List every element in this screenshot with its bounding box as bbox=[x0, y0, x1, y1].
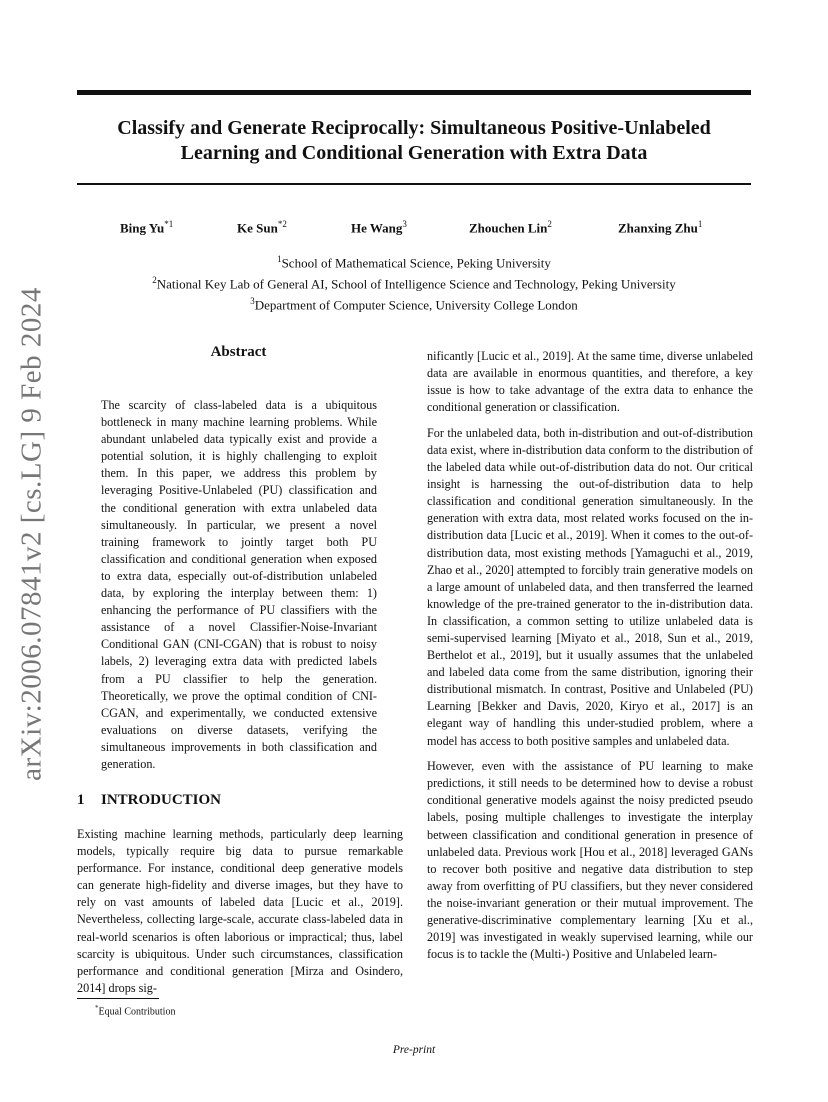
author: He Wang$^3$ bbox=[351, 219, 407, 236]
abstract-body: The scarcity of class-labeled data is a ubiquitous bottleneck in many machine learning problems. While abundant unlabeled data typically exist and provide a potential solution, it is highly challenging to exploit them. In this paper, we address this problem by leveraging Positive-Unlabeled (PU) classification and the conditional generation with extra unlabeled data simultaneously. In particular, we present a novel training framework to jointly target both PU classification and conditional generation when exposed to extra data, especially out-of-distribution unlabeled data, by exploring the interplay between them: 1) enhancing the performance of PU classifiers with the assistance of a novel Classifier-Noise-Invariant Conditional GAN (CNI-CGAN) that is robust to noisy labels, 2) leveraging extra data with predicted labels from a PU classifier to help the generation. Theoretically, we prove the optimal condition of CNI-CGAN, and experimentally, we conducted extensive evaluations on diverse datasets, verifying the simultaneous improvements in both classification and generation. bbox=[101, 398, 377, 771]
author: Zhanxing Zhu$^1$ bbox=[618, 219, 703, 236]
arxiv-identifier-text: arXiv:2006.07841v2 [cs.LG] 9 Feb 2024 bbox=[15, 286, 48, 781]
page-footer: Pre-print bbox=[392, 1044, 436, 1056]
affiliation: $^1$School of Mathematical Science, Peking University bbox=[277, 254, 551, 271]
body-paragraph: For the unlabeled data, both in-distribution and out-of-distribution data exist, where in-distribution data conform to the distribution of the labeled data while out-of-distribution data do not. Our critical insight is harnessing the out-of-distribution data to help classification and conditional generation simultaneously. In the generation with extra data, most related works focused on the in-distribution data [Lucic et al., 2019]. When it comes to the out-of-distribution data, most existing methods [Yamaguchi et al., 2019, Zhao et al., 2020] attempted to forcibly train generative models on a large amount of unlabeled data, and then transferred the learned knowledge of the pre-trained generator to the in-distribution data. In classification, a common setting to utilize unlabeled data is semi-supervised learning [Miyato et al., 2018, Sun et al., 2019, Berthelot et al., 2019], but it usually assumes that the unlabeled and labeled data come from the same distribution, ignoring their distributional mismatch. In contrast, Positive and Unlabeled (PU) Learning [Bekker and Davis, 2020, Kiryo et al., 2017] is an elegant way of handling this under-studied problem, where a model has access to both positive samples and unlabeled data. bbox=[427, 425, 753, 748]
intro-paragraph: Existing machine learning methods, particularly deep learning models, typically require big data to pursue remarkable performance. For instance, conditional deep generative models can generate high-fidelity and diverse images, but they have to rely on vast amounts of labeled data [Lucic et al., 2019]. Nevertheless, collecting large-scale, accurate class-labeled data in real-world scenarios is often laborious or impractical; thus, label scarcity is ubiquitous. Under such circumstances, classification performance and conditional generation [Mirza and Osindero, 2014] drops sig- bbox=[77, 827, 403, 995]
affiliations bbox=[77, 251, 751, 313]
section-heading bbox=[77, 792, 221, 809]
body-paragraph: However, even with the assistance of PU learning to make predictions, it still needs to be determined how to devise a robust conditional generative models against the noisy predicted pseudo labels, posing multiple challenges to investigate the interplay between classification and conditional generation in presence of unlabeled data. Previous work [Hou et al., 2018] leveraged GANs to recover both positive and negative data distribution to step away from overfitting of PU classifiers, but they never considered the noise-invariant generation or their mutual improvement. The generative-discriminative complementary learning [Xu et al., 2019] was investigated in weakly supervised learning, while our focus is to tackle the (Multi-) Positive and Unlabeled learn- bbox=[427, 759, 753, 962]
right-column bbox=[427, 348, 753, 972]
abstract-heading: Abstract bbox=[210, 344, 267, 360]
footnote-rule bbox=[77, 998, 159, 999]
author: Ke Sun$^{*2}$ bbox=[237, 219, 287, 236]
section-title: INTRODUCTION bbox=[101, 792, 222, 808]
arxiv-identifier bbox=[10, 286, 54, 781]
body-paragraph: nificantly [Lucic et al., 2019]. At the same time, diverse unlabeled data are available in enormous quantities, and therefore, a key issue is how to take advantage of the extra data to enhance the conditional generation or classification. bbox=[427, 349, 753, 415]
section-number: 1 bbox=[77, 792, 85, 808]
affiliation: $^2$National Key Lab of General AI, School of Intelligence Science and Technology, Peking University bbox=[152, 274, 676, 292]
title-top-rule bbox=[77, 90, 751, 95]
author: Zhouchen Lin$^2$ bbox=[469, 219, 552, 236]
affiliation: $^3$Department of Computer Science, University College London bbox=[250, 295, 578, 312]
author: Bing Yu$^{*1}$ bbox=[120, 219, 174, 236]
author-list bbox=[77, 219, 751, 239]
paper-title: Classify and Generate Reciprocally: Simultaneous Positive-Unlabeled Learning and Conditional Generation with Extra Data bbox=[117, 117, 711, 164]
title-bottom-rule bbox=[77, 183, 751, 185]
footnote: *Equal Contribution bbox=[95, 1004, 176, 1018]
